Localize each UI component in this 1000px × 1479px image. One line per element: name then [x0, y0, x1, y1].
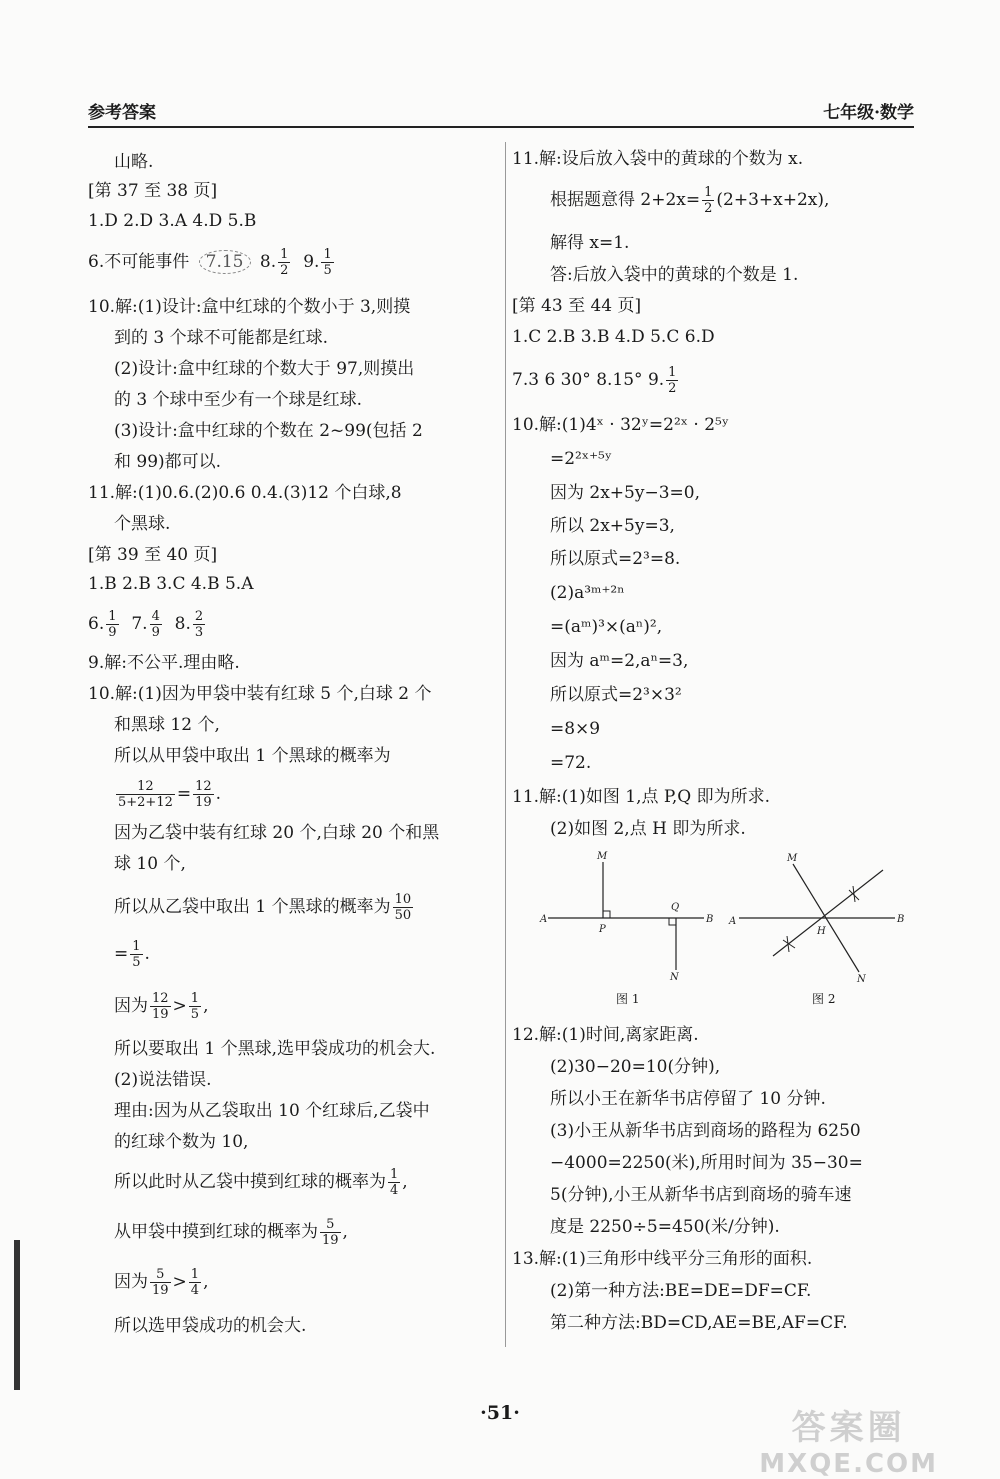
answer-line: 1.B 2.B 3.C 4.B 5.A: [88, 574, 254, 594]
answer-text: ,: [342, 1222, 348, 1242]
answer-line: [114, 940, 150, 969]
figure-2-diagram: [725, 848, 915, 988]
answer-line: 11.解:(1)0.6.(2)0.6 0.4.(3)12 个白球,8: [88, 483, 402, 503]
answer-line: 的红球个数为 10,: [114, 1132, 249, 1152]
answer-line: 1.D 2.D 3.A 4.D 5.B: [88, 211, 257, 231]
answer-line: 11.解:设后放入袋中的黄球的个数为 x.: [512, 149, 804, 169]
denominator: 4: [190, 1283, 200, 1298]
answer-line: [114, 1218, 348, 1247]
fraction: [189, 1268, 201, 1297]
answer-line: 12.解:(1)时间,离家距离.: [512, 1025, 699, 1045]
answer-line: (3)小王从新华书店到商场的路程为 6250: [550, 1121, 861, 1141]
fraction: [189, 992, 201, 1021]
answer-text: >: [172, 996, 187, 1016]
answer-line: (2)如图 2,点 H 即为所求.: [550, 819, 746, 839]
answer-line: 因为乙袋中装有红球 20 个,白球 20 个和黑: [114, 823, 440, 843]
numerator: 12: [195, 779, 212, 794]
numerator: 5: [320, 1218, 341, 1233]
label-m: M: [597, 851, 608, 862]
watermark-text: 答案圈: [791, 1408, 906, 1448]
numerator: 2: [194, 609, 204, 624]
answer-text: 7.15: [199, 250, 251, 274]
fraction: [150, 992, 171, 1021]
answer-text: 根据题意得 2+2x=: [550, 190, 701, 210]
denominator: 5: [132, 955, 141, 970]
answer-text: ,: [402, 1172, 408, 1192]
answer-line: [88, 610, 207, 639]
answer-line: =72.: [550, 753, 592, 773]
page-number: ·51·: [480, 1402, 520, 1424]
fraction: [320, 1218, 341, 1247]
column-divider: [505, 142, 506, 1347]
denominator: 19: [152, 1283, 169, 1298]
fraction: [150, 610, 162, 639]
numerator: 1: [108, 609, 117, 624]
answer-text: 6.不可能事件: [88, 252, 190, 272]
answer-text: =: [176, 784, 192, 804]
answer-text: 8.: [259, 252, 277, 272]
answer-line: 10.解:(1)因为甲袋中装有红球 5 个,白球 2 个: [88, 684, 432, 704]
answer-line: (2)设计:盒中红球的个数大于 97,则摸出: [114, 359, 415, 379]
answer-line: (2)a³ᵐ⁺²ⁿ: [550, 583, 625, 603]
numerator: 12: [152, 991, 169, 1006]
header-left-title: 参考答案: [88, 103, 156, 123]
answer-text: 因为: [114, 996, 148, 1016]
denominator: 50: [394, 908, 412, 923]
answer-text: 所以从乙袋中取出 1 个黑球的概率为: [114, 897, 391, 917]
answer-line: 度是 2250÷5=450(米/分钟).: [550, 1217, 780, 1237]
answer-line: −4000=2250(米),所用时间为 35−30=: [550, 1153, 863, 1173]
answer-line: 球 10 个,: [114, 854, 186, 874]
fraction: [393, 893, 414, 922]
answer-text: >: [172, 1272, 187, 1292]
binding-edge-mark: [14, 1240, 20, 1390]
denominator: 4: [390, 1183, 399, 1198]
answer-line: [114, 893, 415, 922]
fraction: [702, 186, 714, 215]
answer-line: =8×9: [550, 719, 601, 739]
label-q: Q: [671, 902, 680, 913]
numerator: 1: [132, 939, 141, 954]
answer-line: 13.解:(1)三角形中线平分三角形的面积.: [512, 1249, 813, 1269]
fraction: [193, 610, 205, 639]
answer-text: ,: [203, 1272, 209, 1292]
answer-line: [88, 248, 336, 277]
answer-line: [114, 1168, 408, 1197]
answer-text: ,: [203, 996, 209, 1016]
numerator: 1: [390, 1167, 399, 1182]
answer-line: [114, 1268, 208, 1297]
answer-text: .: [144, 944, 150, 964]
section-heading: [第 43 至 44 页]: [512, 296, 642, 316]
answer-line: 所以原式=2³×3²: [550, 685, 682, 705]
denominator: 19: [195, 795, 212, 810]
answer-text: 从甲袋中摸到红球的概率为: [114, 1222, 318, 1242]
answer-line: 所以要取出 1 个黑球,选甲袋成功的机会大.: [114, 1039, 436, 1059]
figure-2-caption: 图 2: [812, 992, 836, 1006]
answer-text: 6.: [88, 614, 105, 634]
answer-line: 个黑球.: [114, 514, 171, 534]
section-heading: [第 39 至 40 页]: [88, 545, 218, 565]
label-h: H: [817, 926, 826, 937]
answer-line: 9.解:不公平.理由略.: [88, 653, 240, 673]
fraction: [278, 248, 290, 277]
denominator: 9: [108, 625, 117, 640]
answer-line: 所以 2x+5y=3,: [550, 516, 675, 536]
label-b: B: [706, 914, 714, 925]
label-a: A: [729, 916, 737, 927]
numerator: 5: [150, 1268, 171, 1283]
answer-line: 和 99)都可以.: [114, 452, 222, 472]
denominator: 2: [704, 201, 713, 216]
label-b: B: [897, 914, 905, 925]
answer-line: 所以从甲袋中取出 1 个黑球的概率为: [114, 746, 391, 766]
label-n: N: [857, 974, 866, 985]
denominator: 2: [280, 263, 289, 278]
denominator: 19: [152, 1007, 169, 1022]
answer-line: [114, 780, 221, 809]
answer-text: 因为: [114, 1272, 148, 1292]
fraction: [116, 780, 175, 809]
answer-line: 5(分钟),小王从新华书店到商场的骑车速: [550, 1185, 852, 1205]
label-m: M: [787, 853, 798, 864]
answer-line: 因为 2x+5y−3=0,: [550, 483, 700, 503]
fraction: [130, 940, 142, 969]
answer-line: 1.C 2.B 3.B 4.D 5.C 6.D: [512, 327, 715, 347]
answer-text: (2+3+x+2x),: [716, 190, 830, 210]
answer-line: [114, 992, 208, 1021]
denominator: 5: [323, 263, 332, 278]
numerator: 12: [116, 780, 175, 795]
answer-text: 7.: [131, 614, 148, 634]
answer-line: 所以原式=2³=8.: [550, 549, 681, 569]
numerator: 1: [280, 247, 289, 262]
watermark-logo: [759, 1400, 938, 1479]
numerator: 10: [394, 892, 412, 907]
section-heading: [第 37 至 38 页]: [88, 181, 218, 201]
denominator: 5: [190, 1007, 200, 1022]
fraction: [666, 366, 678, 395]
answer-line: 理由:因为从乙袋取出 10 个红球后,乙袋中: [114, 1101, 430, 1121]
fraction: [150, 1268, 171, 1297]
answer-text: 所以此时从乙袋中摸到红球的概率为: [114, 1172, 386, 1192]
answer-text: 9.: [303, 252, 320, 272]
label-n: N: [670, 972, 679, 983]
answer-line: (2)说法错误.: [114, 1070, 212, 1090]
answer-text: =: [114, 944, 129, 964]
fraction: [193, 780, 214, 809]
answer-line: 答:后放入袋中的黄球的个数是 1.: [550, 265, 799, 285]
answer-line: 解得 x=1.: [550, 233, 630, 253]
denominator: 9: [151, 625, 160, 640]
label-a: A: [540, 914, 548, 925]
answer-line: =2²ˣ⁺⁵ʸ: [550, 449, 613, 469]
answer-line: (3)设计:盒中红球的个数在 2~99(包括 2: [114, 421, 423, 441]
answer-line: 和黑球 12 个,: [114, 715, 220, 735]
answer-line: 因为 aᵐ=2,aⁿ=3,: [550, 651, 689, 671]
numerator: 1: [323, 247, 332, 262]
answer-line: [550, 186, 829, 215]
denominator: 5+2+12: [118, 795, 173, 810]
fraction: [388, 1168, 400, 1197]
answer-text: 8.: [174, 614, 191, 634]
denominator: 19: [322, 1233, 339, 1248]
answer-line: 所以选甲袋成功的机会大.: [114, 1316, 307, 1336]
header-right-title: 七年级·数学: [823, 103, 914, 123]
label-p: P: [599, 924, 606, 935]
figure-1-diagram: [536, 848, 726, 988]
page-header: [88, 98, 914, 134]
answer-line: 的 3 个球中至少有一个球是红球.: [114, 390, 363, 410]
header-rule: [88, 126, 914, 128]
fraction: [106, 610, 118, 639]
answer-line: (2)30−20=10(分钟),: [550, 1057, 721, 1077]
answer-line: 山略.: [114, 152, 154, 172]
denominator: 3: [194, 625, 204, 640]
answer-line: 所以小王在新华书店停留了 10 分钟.: [550, 1089, 826, 1109]
answer-line: 11.解:(1)如图 1,点 P,Q 即为所求.: [512, 787, 771, 807]
numerator: 1: [190, 1267, 200, 1282]
answer-line: 10.解:(1)4ˣ · 32ʸ=2²ˣ · 2⁵ʸ: [512, 415, 730, 435]
numerator: 4: [151, 609, 160, 624]
numerator: 1: [704, 185, 713, 200]
answer-line: [512, 366, 680, 395]
answer-text: .: [215, 784, 222, 804]
answer-line: (2)第一种方法:BE=DE=DF=CF.: [550, 1281, 812, 1301]
answer-line: =(aᵐ)³×(aⁿ)²,: [550, 617, 663, 637]
numerator: 1: [190, 991, 200, 1006]
answer-line: 10.解:(1)设计:盒中红球的个数小于 3,则摸: [88, 297, 411, 317]
fraction: [321, 248, 333, 277]
answer-line: 第二种方法:BD=CD,AE=BE,AF=CF.: [550, 1313, 848, 1333]
denominator: 2: [668, 381, 677, 396]
answer-line: 到的 3 个球不可能都是红球.: [114, 328, 329, 348]
watermark-url: MXQE.COM: [759, 1449, 938, 1479]
answer-text: 7.3 6 30° 8.15° 9.: [512, 370, 665, 390]
figure-1-caption: 图 1: [616, 992, 640, 1006]
numerator: 1: [668, 365, 677, 380]
